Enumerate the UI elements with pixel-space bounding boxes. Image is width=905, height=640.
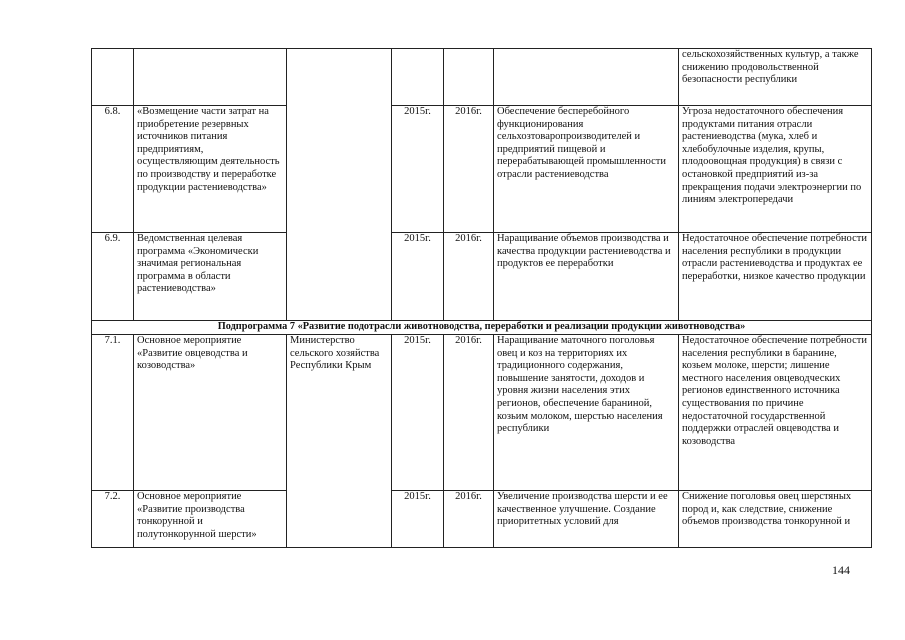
start-year: 2015г. [392, 233, 444, 321]
consequence: Снижение поголовья овец шерстяных пород и, как следствие, снижение объемов производства тонкорунной и [679, 491, 872, 548]
row-number: 6.8. [92, 106, 134, 233]
end-year: 2016г. [444, 233, 494, 321]
row-number [92, 49, 134, 106]
measure-name: Ведомственная целевая программа «Экономически значимая региональная программа в области растениеводства» [134, 233, 287, 321]
table-row [92, 49, 872, 106]
consequence: Недостаточное обеспечение потребности населения республики в продукции отрасли растениеводства и продуктах ее переработки, низкое качество продукции [679, 233, 872, 321]
consequence: сельскохозяйственных культур, а также снижению продовольственной безопасности республики [679, 49, 872, 106]
executor-cell-empty [287, 49, 392, 321]
measure-name: «Возмещение части затрат на приобретение резервных источников питания предприятиям, осуществляющим деятельность по производству и переработке продукции растениеводства» [134, 106, 287, 233]
row-number: 7.1. [92, 335, 134, 491]
start-year [392, 49, 444, 106]
measure-name: Основное мероприятие «Развитие овцеводства и козоводства» [134, 335, 287, 491]
subprogram-title: Подпрограмма 7 «Развитие подотрасли животноводства, переработки и реализации продукции животноводства» [92, 321, 872, 335]
expected-result: Обеспечение бесперебойного функционирования сельхозтоваропроизводителей и предприятий пищевой и перерабатывающей промышленности отрасли растениеводства [494, 106, 679, 233]
row-number: 6.9. [92, 233, 134, 321]
expected-result: Наращивание маточного поголовья овец и коз на территориях их традиционного содержания, повышение занятости, доходов и уровня жизни населения этих регионов, обеспечение бараниной, козьим молоком, шерстью населения республики [494, 335, 679, 491]
table-row [92, 335, 872, 491]
page-number: 144 [832, 563, 850, 577]
expected-result: Наращивание объемов производства и качества продукции растениеводства и продуктов ее переработки [494, 233, 679, 321]
program-table [91, 48, 872, 548]
table-row [92, 491, 872, 548]
end-year: 2016г. [444, 491, 494, 548]
start-year: 2015г. [392, 491, 444, 548]
expected-result [494, 49, 679, 106]
subprogram-row [92, 321, 872, 335]
executor: Министерство сельского хозяйства Республики Крым [287, 335, 392, 548]
measure-name [134, 49, 287, 106]
end-year: 2016г. [444, 106, 494, 233]
consequence: Недостаточное обеспечение потребности населения республики в баранине, козьем молоке, шерсти; лишение местного населения овцеводческих регионов единственного источника существования по причине недостаточной государственной поддержки отраслей овцеводства и козоводства [679, 335, 872, 491]
table-row [92, 106, 872, 233]
end-year [444, 49, 494, 106]
table-row [92, 233, 872, 321]
row-number: 7.2. [92, 491, 134, 548]
start-year: 2015г. [392, 335, 444, 491]
end-year: 2016г. [444, 335, 494, 491]
consequence: Угроза недостаточного обеспечения продуктами питания отрасли растениеводства (мука, хлеб и хлебобулочные изделия, крупы, плодоовощная продукция) в связи с остановкой предприятий из-за прекращения подачи электроэнергии по линиям электропередачи [679, 106, 872, 233]
expected-result: Увеличение производства шерсти и ее качественное улучшение. Создание приоритетных условий для [494, 491, 679, 548]
measure-name: Основное мероприятие «Развитие производства тонкорунной и полутонкорунной шерсти» [134, 491, 287, 548]
start-year: 2015г. [392, 106, 444, 233]
